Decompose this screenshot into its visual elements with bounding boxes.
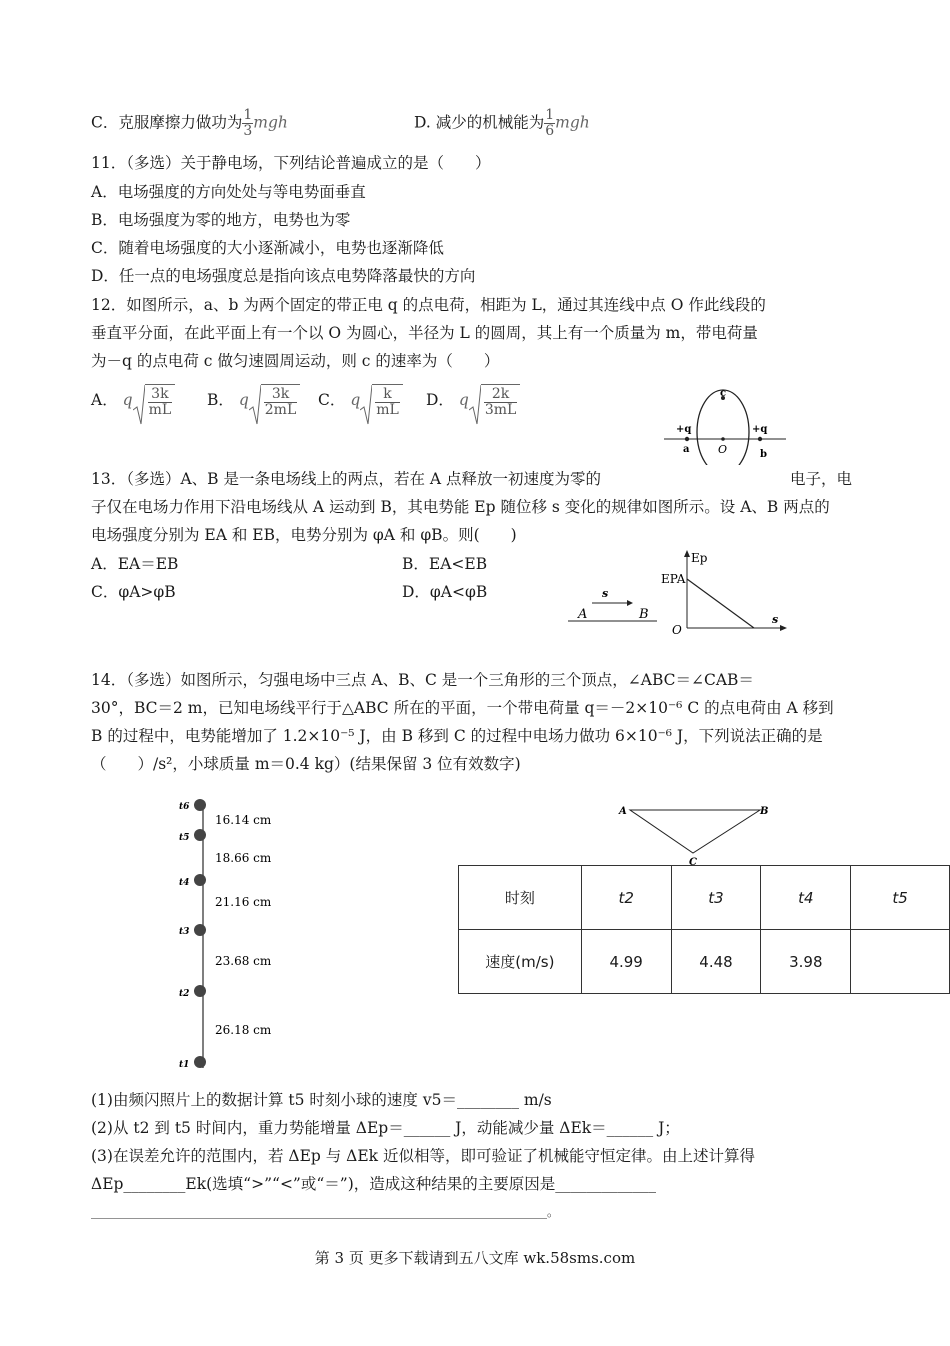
label-t6: t6: [179, 802, 190, 812]
label-t5: t5: [179, 833, 190, 843]
label-t1: t1: [179, 1060, 190, 1070]
q12-charge-a-dot: [685, 437, 689, 441]
velocity-table: [458, 865, 950, 994]
strobe-photo-figure: [175, 793, 295, 1078]
q12-option-a: [91, 384, 175, 418]
q13-stem-line1b: 电子，电: [790, 470, 853, 488]
q12-option-b: [207, 384, 300, 418]
distance-t4-t5: 18.66 cm: [215, 851, 272, 865]
label-t2: t2: [179, 989, 190, 999]
q13-option-a: A．EA＝EB: [91, 555, 179, 573]
q12-d-den: 3mL: [484, 402, 517, 418]
q14-stem-line2: 30°，BC＝2 m，已知电场线平行于△ABC 所在的平面，一个带电荷量 q＝－2×10⁻⁶ C 的点电荷由 A 移到: [91, 699, 834, 717]
q12-c-num: k: [375, 387, 400, 403]
distance-t1-t2: 26.18 cm: [215, 1023, 272, 1037]
table-cell-v2: 4.99: [581, 930, 671, 994]
q12-option-b-label: B．: [207, 391, 234, 409]
label-t4: t4: [179, 878, 190, 888]
q10-d-numerator: 1: [545, 107, 555, 123]
q12-option-a-label: A．: [91, 391, 118, 409]
table-header-t3: t3: [671, 866, 761, 930]
radical-icon: [469, 384, 481, 426]
q10-c-mgh: mgh: [253, 113, 288, 132]
table-row: [459, 866, 950, 930]
ball-t4: [194, 874, 206, 886]
q12-label-b: b: [760, 449, 767, 460]
q14-sub3-line2: ΔEp________Ek(选填“>”“<”或“＝”)，造成这种结果的主要原因是_____________: [91, 1175, 657, 1193]
q12-label-o: O: [718, 443, 728, 456]
q11-option-b: B．电场强度为零的地方，电势也为零: [91, 211, 351, 229]
q12-figure: [660, 385, 790, 465]
q13-option-d: D．φA<φB: [402, 583, 488, 601]
q12-option-d-sqrt: [469, 384, 520, 418]
q13-label-a: A: [578, 607, 588, 622]
triangle-label-b: B: [760, 806, 769, 817]
q13-stem-line2: 子仅在电场力作用下沿电场线从 A 运动到 B，其电势能 Ep 随位移 s 变化的规律如图所示。设 A、B 两点的: [91, 498, 830, 516]
q10-c-numerator: 1: [243, 107, 253, 123]
q14-stem-line1: 14．（多选）如图所示，匀强电场中三点 A、B、C 是一个三角形的三个顶点，∠ABC＝∠CAB＝: [91, 671, 754, 689]
table-header-t4: t4: [761, 866, 851, 930]
triangle-label-c: C: [689, 857, 697, 868]
q13-label-b: B: [639, 607, 649, 622]
q13-label-s: s: [602, 587, 609, 600]
q13-option-b: B．EA<EB: [402, 555, 488, 573]
q13-option-c: C．φA>φB: [91, 583, 176, 601]
q12-stem-line3: 为－q 的点电荷 c 做匀速圆周运动，则 c 的速率为（ ）: [91, 352, 500, 370]
q14-sub3-line1: (3)在误差允许的范围内，若 ΔEp 与 ΔEk 近似相等，即可验证了机械能守恒定律。由上述计算得: [91, 1147, 755, 1165]
q12-a-num: 3k: [148, 387, 173, 403]
q13-ep-axis-arrowhead: [684, 550, 690, 557]
q12-option-c-sqrt: [360, 384, 403, 418]
q12-option-d: [426, 384, 520, 418]
q12-option-b-sqrt: [249, 384, 300, 418]
label-t3: t3: [179, 927, 190, 937]
ball-t6: [194, 799, 206, 811]
q12-label-a: a: [683, 444, 690, 455]
q10-option-c-text: C．克服摩擦力做功为: [91, 113, 243, 132]
q12-stem-line2: 垂直平分面，在此平面上有一个以 O 为圆心，半径为 L 的圆周，其上有一个质量为 m，带电荷量: [91, 324, 758, 342]
table-row: [459, 930, 950, 994]
q12-option-c: [318, 384, 403, 418]
q12-charge-b-dot: [758, 437, 762, 441]
distance-t2-t3: 23.68 cm: [215, 954, 272, 968]
radical-icon: [133, 384, 145, 426]
q12-a-den: mL: [148, 402, 172, 418]
ball-t2: [194, 985, 206, 997]
q10-option-c: [91, 108, 288, 139]
triangle-label-a: A: [619, 806, 627, 817]
table-cell-v3: 4.48: [671, 930, 761, 994]
page-footer: 第 3 页 更多下载请到五八文库 wk.58sms.com: [314, 1249, 636, 1267]
q14-sub3-line3: ____________________________________________________________________________。: [91, 1205, 560, 1219]
q12-label-c: c: [720, 388, 727, 399]
q12-label-plus-q-left: +q: [676, 424, 692, 435]
q13-ep-graph: [660, 548, 790, 638]
table-header-t5: t5: [851, 866, 950, 930]
q10-d-mgh: mgh: [555, 113, 590, 132]
q13-ep-line: [687, 579, 754, 628]
distance-t5-t6: 16.14 cm: [215, 813, 272, 827]
q10-c-denominator: 3: [243, 123, 253, 139]
q12-option-d-label: D．: [426, 391, 454, 409]
q13-stem-line3: 电场强度分别为 EA 和 EB，电势分别为 φA 和 φB。则( ): [91, 526, 517, 544]
table-header-time: 时刻: [459, 866, 582, 930]
q12-option-a-q: q: [122, 391, 133, 409]
q10-option-d-text: D. 减少的机械能为: [414, 113, 545, 132]
distance-t3-t4: 21.16 cm: [215, 895, 272, 909]
q11-option-a: A．电场强度的方向处处与等电势面垂直: [91, 183, 366, 201]
q10-option-d-fraction: [544, 108, 555, 139]
q11-option-c: C．随着电场强度的大小逐渐减小，电势也逐渐降低: [91, 239, 444, 257]
q14-sub2: (2)从 t2 到 t5 时间内，重力势能增量 ΔEp＝______ J，动能减少量 ΔEk＝______ J；: [91, 1119, 680, 1137]
table-header-t2: t2: [581, 866, 671, 930]
q12-option-d-q: q: [458, 391, 469, 409]
table-cell-v4: 3.98: [761, 930, 851, 994]
q13-label-origin: O: [672, 623, 682, 637]
q10-d-denominator: 6: [545, 123, 555, 139]
q13-label-epa: EPA: [661, 572, 686, 586]
q11-option-d: D．任一点的电场强度总是指向该点电势降落最快的方向: [91, 267, 476, 285]
q12-b-den: 2mL: [264, 402, 297, 418]
q12-center-dot: [721, 437, 725, 441]
q12-c-den: mL: [376, 402, 399, 418]
table-cell-v5: [851, 930, 950, 994]
radical-icon: [249, 384, 261, 426]
q10-option-d: [414, 108, 590, 139]
ball-t1: [194, 1056, 206, 1068]
q12-b-num: 3k: [264, 387, 297, 403]
q14-stem-line3: B 的过程中，电势能增加了 1.2×10⁻⁵ J，由 B 移到 C 的过程中电场力做功 6×10⁻⁶ J，下列说法正确的是: [91, 727, 823, 745]
q13-label-ep: Ep: [691, 551, 708, 565]
triangle-abc-figure: [615, 800, 775, 868]
q11-stem: 11．（多选）关于静电场，下列结论普遍成立的是（ ）: [91, 154, 491, 172]
ball-t5: [194, 829, 206, 841]
q13-s-arrowhead: [627, 600, 633, 606]
table-row-label-speed: 速度(m/s): [459, 930, 582, 994]
q13-stem-line1a: 13．（多选）A、B 是一条电场线上的两点，若在 A 点释放一初速度为零的: [91, 470, 602, 488]
q13-field-line-figure: [565, 584, 665, 629]
q10-option-c-fraction: [242, 108, 253, 139]
ball-t3: [194, 924, 206, 936]
q13-label-s-axis: s: [772, 613, 779, 626]
radical-icon: [360, 384, 372, 426]
triangle-abc: [630, 810, 760, 853]
q12-option-c-q: q: [350, 391, 361, 409]
q14-stem-line4: （ ）/s²，小球质量 m＝0.4 kg）(结果保留 3 位有效数字): [91, 755, 521, 773]
q12-option-b-q: q: [238, 391, 249, 409]
q12-option-c-label: C．: [318, 391, 346, 409]
q13-s-axis-arrowhead: [780, 625, 787, 631]
q12-stem-line1: 12．如图所示，a、b 为两个固定的带正电 q 的点电荷，相距为 L，通过其连线中点 O 作此线段的: [91, 296, 766, 314]
q12-d-num: 2k: [484, 387, 517, 403]
q14-sub1: (1)由频闪照片上的数据计算 t5 时刻小球的速度 v5＝________ m/s: [91, 1091, 552, 1109]
q12-option-a-sqrt: [133, 384, 176, 418]
q12-label-plus-q-right: +q: [752, 424, 768, 435]
